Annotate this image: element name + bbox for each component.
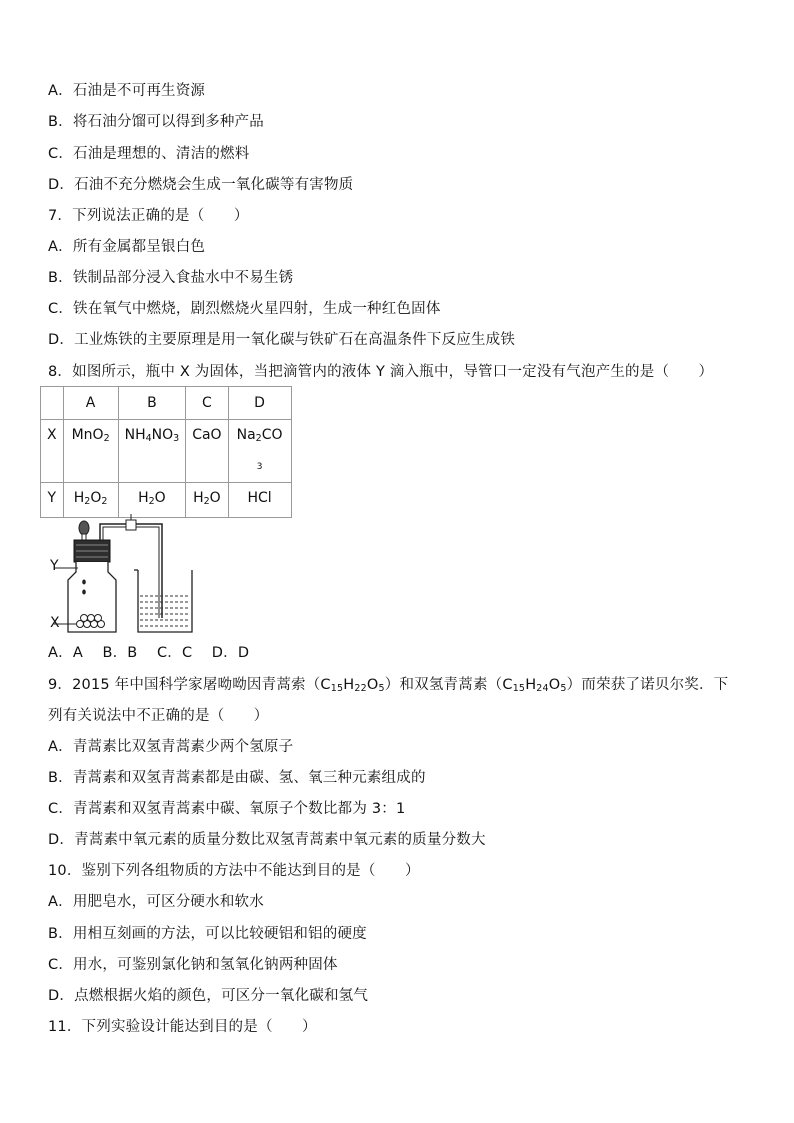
q8-y-c-cell: $H_2O$ <box>186 483 228 518</box>
q10-option-a: A．用肥皂水，可区分硬水和软水 <box>48 894 264 910</box>
q6-option-d: D．石油不充分燃烧会生成一氧化碳等有害物质 <box>48 177 354 193</box>
q10-stem: 10．鉴别下列各组物质的方法中不能达到目的是（ ） <box>48 863 420 879</box>
q8-row-y-label: Y <box>41 483 64 518</box>
q9-option-a: A．青蒿素比双氢青蒿素少两个氢原子 <box>48 739 294 755</box>
q8-y-d-cell: HCl <box>228 483 291 518</box>
q8-table-row-y <box>41 483 292 518</box>
beaker <box>138 570 192 632</box>
diagram-label-x: X <box>50 615 60 631</box>
q8-answer-options: A．A B．B C．C D．D <box>48 645 250 661</box>
q7-option-c: C．铁在氧气中燃烧，剧烈燃烧火星四射，生成一种红色固体 <box>48 301 441 317</box>
q8-table <box>40 386 292 518</box>
q9-stem-line2: 列有关说法中不正确的是（ ） <box>48 708 269 724</box>
q10-option-d: D．点燃根据火焰的颜色，可区分一氧化碳和氢气 <box>48 988 369 1004</box>
q6-option-a: A．石油是不可再生资源 <box>48 83 206 99</box>
q10-option-b: B．用相互刻画的方法，可以比较硬铝和铝的硬度 <box>48 926 367 942</box>
q8-x-a-cell: MnO$_2$ <box>63 420 118 483</box>
q7-option-a: A．所有金属都呈银白色 <box>48 239 206 255</box>
q8-x-d-cell: $Na_2CO$ 3 <box>228 420 291 483</box>
beaker-water <box>140 596 190 626</box>
q8-apparatus-diagram <box>44 514 204 638</box>
q8-y-b-cell: $H_2O$ <box>118 483 186 518</box>
q8-row-x-label: X <box>41 420 64 483</box>
q8-table-row-x <box>41 420 292 483</box>
q7-option-d: D．工业炼铁的主要原理是用一氧化碳与铁矿石在高温条件下反应生成铁 <box>48 332 516 348</box>
q9-stem-line1: 9．2015 年中国科学家屠呦呦因青蒿索$(C_{15}H_{22}O_5)$和双氢青蒿素$(C_{15}H_{24}O_5)$而荣获了诺贝尔奖．下 <box>48 677 729 694</box>
diagram-label-y: Y <box>50 558 59 574</box>
q8-header-d: D <box>228 387 291 420</box>
q8-header-c: C <box>186 387 228 420</box>
q8-header-a: A <box>63 387 118 420</box>
q11-stem: 11．下列实验设计能达到目的是（ ） <box>48 1019 317 1035</box>
q9-option-b: B．青蒿素和双氢青蒿素都是由碳、氢、氧三种元素组成的 <box>48 770 426 786</box>
q7-option-b: B．铁制品部分浸入食盐水中不易生锈 <box>48 270 294 286</box>
q8-stem: 8．如图所示，瓶中 X 为固体，当把滴管内的液体 Y 滴入瓶中，导管口一定没有气泡产生的是（ ） <box>48 364 714 380</box>
dropper-bulb <box>79 521 89 535</box>
q9-option-d: D．青蒿素中氧元素的质量分数比双氢青蒿素中氧元素的质量分数大 <box>48 832 486 848</box>
q8-header-b: B <box>118 387 186 420</box>
q7-stem: 7．下列说法正确的是（ ） <box>48 208 249 224</box>
tube-clamp <box>126 520 136 530</box>
q8-table-header-row <box>41 387 292 420</box>
q10-option-c: C．用水，可鉴别氯化钠和氢氧化钠两种固体 <box>48 957 338 973</box>
q8-header-empty <box>41 387 64 420</box>
q6-option-c: C．石油是理想的、清洁的燃料 <box>48 146 250 162</box>
q6-option-b: B．将石油分馏可以得到多种产品 <box>48 114 264 130</box>
q9-option-c: C．青蒿素和双氢青蒿素中碳、氧原子个数比都为 3：1 <box>48 801 406 817</box>
q8-x-b-cell: $NH_4NO_3$ <box>118 420 186 483</box>
solid-x <box>77 615 105 628</box>
q8-x-c-cell: CaO <box>186 420 228 483</box>
q8-y-a-cell: $H_2O_2$ <box>63 483 118 518</box>
